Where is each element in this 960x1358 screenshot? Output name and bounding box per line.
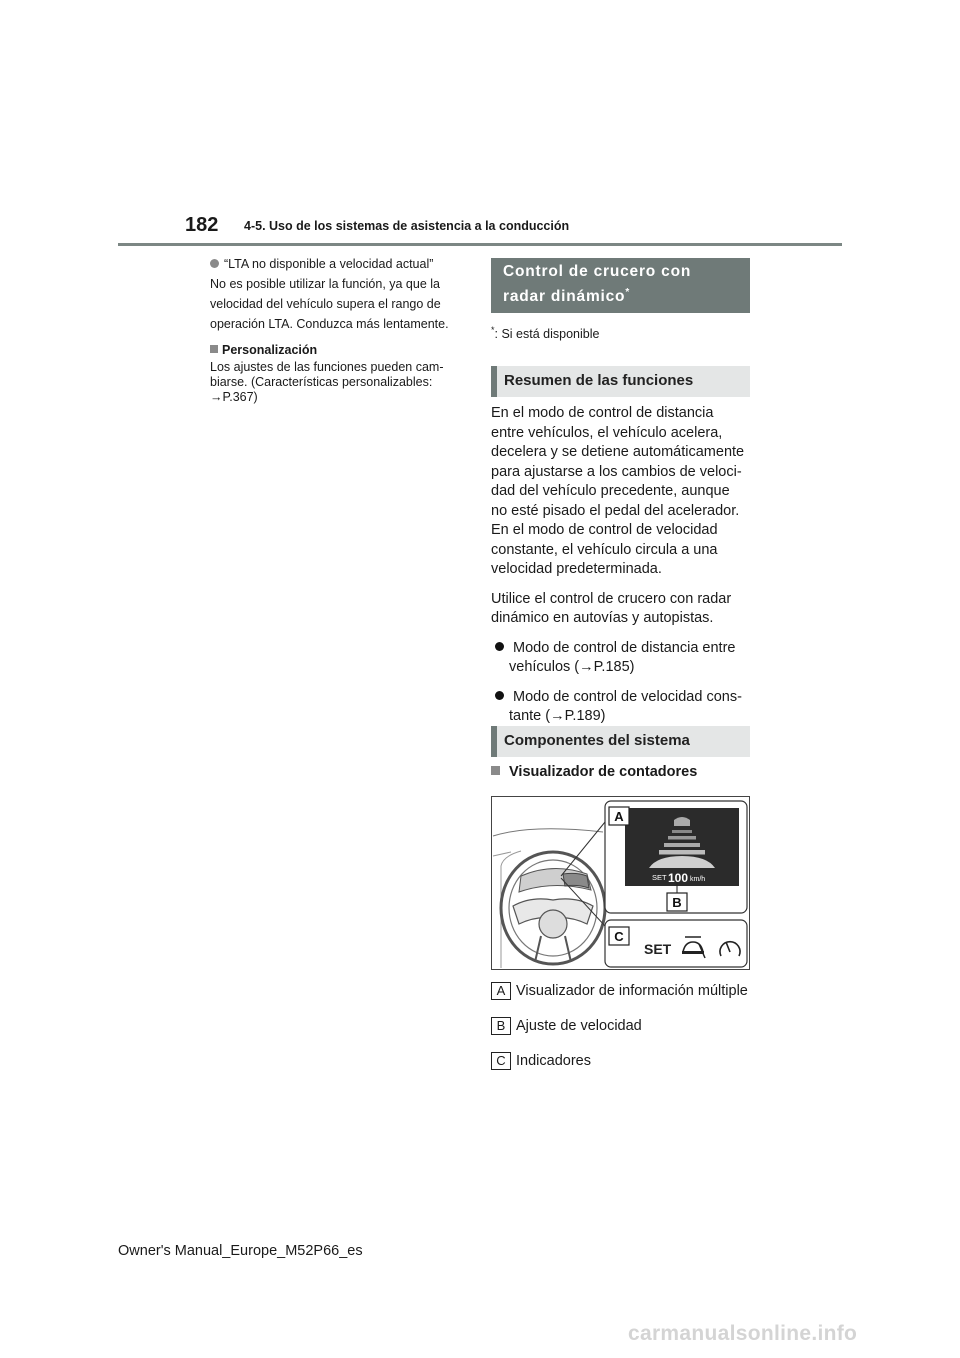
footer-manual-id: Owner's Manual_Europe_M52P66_es [118, 1243, 363, 1259]
speed-value: 100 [668, 871, 689, 885]
custom-heading-line [210, 340, 468, 360]
meter-heading: Visualizador de contadores [491, 764, 697, 780]
asterisk: * [625, 287, 631, 298]
label-b: B [672, 895, 682, 910]
legend-item-c [491, 1052, 591, 1070]
main-section-banner [491, 258, 750, 313]
legend-item-b [491, 1017, 642, 1035]
note-title-line [210, 254, 468, 274]
note-line: velocidad del vehículo supera el rango de [210, 297, 441, 311]
summary-line: dad del vehículo precedente, aunque [491, 483, 730, 499]
square-bullet-icon [210, 345, 218, 353]
summary-line: decelera y se detiene automáticamente [491, 444, 745, 460]
meter-illustration [491, 796, 750, 970]
legend-letter: B [491, 1017, 511, 1035]
legend-text: Visualizador de información múltiple [516, 983, 748, 999]
set-small-text: SET [652, 873, 667, 882]
legend-letter: C [491, 1052, 511, 1070]
legend-item-a [491, 982, 748, 1000]
speed-unit: km/h [690, 876, 706, 883]
usage-line: dinámico en autovías y autopistas. [491, 610, 714, 626]
summary-banner: Resumen de las funciones [491, 366, 750, 397]
legend-text: Indicadores [516, 1053, 591, 1069]
header-divider [118, 243, 842, 246]
summary-line: En el modo de control de velocidad [491, 522, 718, 538]
summary-line: no esté pisado el pedal del acelerador. [491, 502, 740, 519]
page-number: 182 [185, 214, 219, 236]
legend-text: Ajuste de velocidad [516, 1018, 642, 1034]
custom-line: biarse. (Características personalizables: [210, 375, 433, 389]
components-banner: Componentes del sistema [491, 726, 750, 757]
legend-letter: A [491, 982, 511, 1000]
left-column [210, 254, 468, 405]
label-c: C [614, 929, 624, 944]
label-a: A [614, 809, 624, 824]
bullet-dot-icon [210, 259, 219, 268]
note-line: operación LTA. Conduzca más lentamente. [210, 317, 449, 331]
footnote: *: Si está disponible [491, 325, 600, 342]
summary-line: velocidad predeterminada. [491, 561, 662, 577]
square-bullet-icon [491, 766, 500, 775]
custom-line: Los ajustes de las funciones pueden cam- [210, 360, 444, 374]
mode2-line: Modo de control de velocidad cons- [491, 688, 753, 708]
mode1-link-line[interactable]: vehículos (→P.185) [509, 659, 635, 675]
bullet-dot-icon [495, 691, 504, 700]
banner-title-line2: radar dinámico* [503, 287, 631, 306]
set-indicator-text: SET [644, 941, 672, 957]
summary-line: constante, el vehículo circula a una [491, 541, 718, 558]
watermark[interactable]: carmanualsonline.info [628, 1322, 858, 1345]
note-title: “LTA no disponible a velocidad actual” [224, 257, 434, 271]
mode2-link-line[interactable]: tante (→P.189) [509, 708, 606, 724]
mode1-line: Modo de control de distancia entre [491, 639, 753, 659]
summary-text [491, 404, 753, 727]
custom-line: →P.367) [210, 390, 258, 404]
custom-heading: Personalización [222, 343, 318, 357]
usage-line: Utilice el control de crucero con radar [491, 590, 732, 607]
bullet-dot-icon [495, 642, 504, 651]
section-title: 4-5. Uso de los sistemas de asistencia a la conducción [244, 219, 570, 233]
summary-line: para ajustarse a los cambios de veloci- [491, 463, 742, 480]
banner-title-line1: Control de crucero con [503, 263, 692, 280]
summary-line: En el modo de control de distancia [491, 405, 714, 421]
summary-line: entre vehículos, el vehículo acelera, [491, 424, 723, 441]
note-line: No es posible utilizar la función, ya que la [210, 277, 440, 291]
